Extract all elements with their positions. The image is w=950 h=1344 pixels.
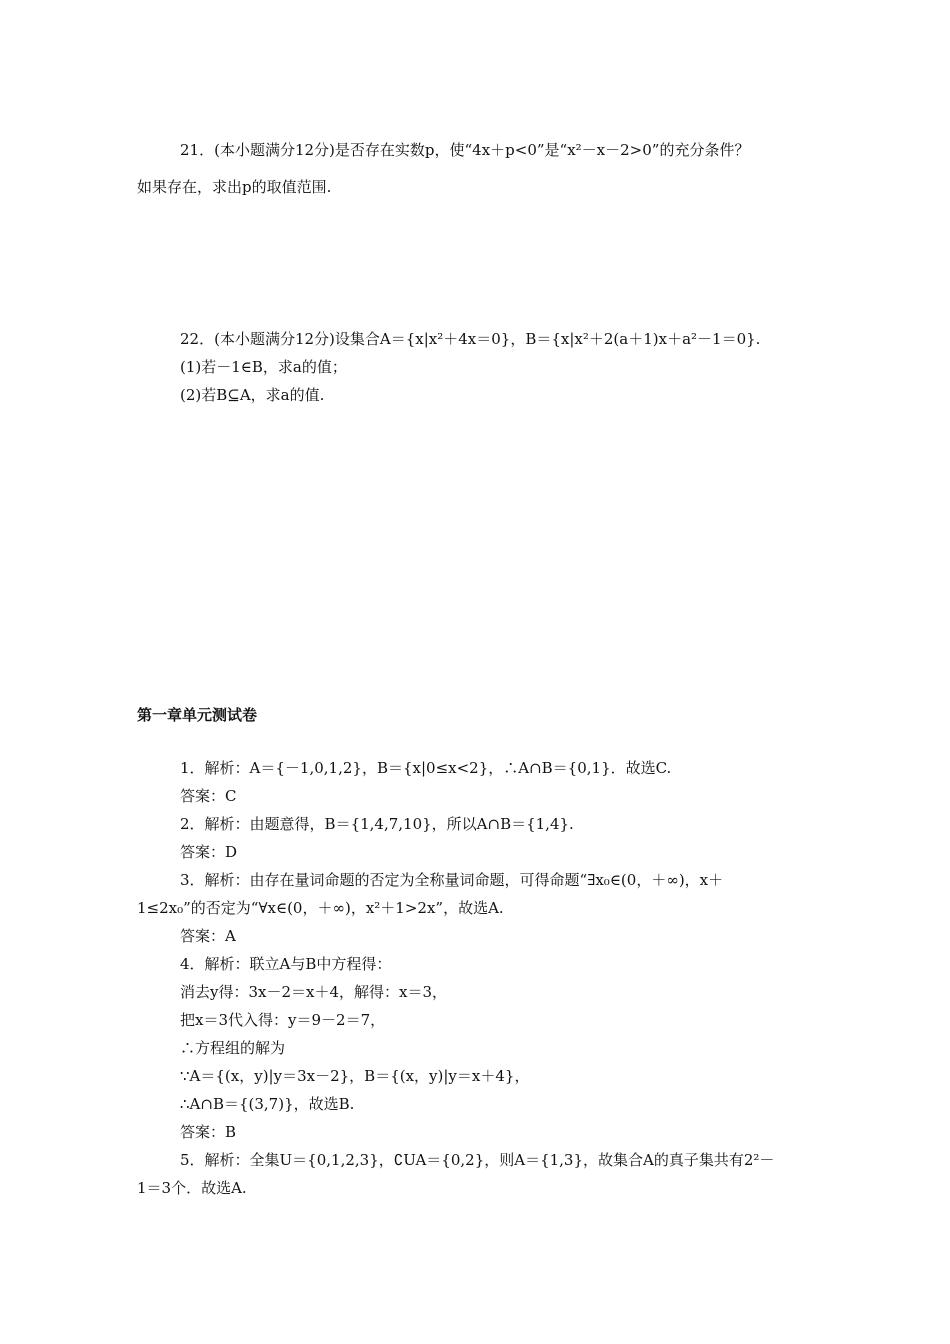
question-22-part-1: (1)若－1∈B，求a的值； — [180, 358, 347, 376]
answer-line: 把x＝3代入得：y＝9－2＝7， — [180, 1011, 386, 1029]
answer-line: 答案：A — [180, 927, 236, 945]
answer-line: 5．解析：全集U＝{0,1,2,3}，∁UA＝{0,2}，则A＝{1,3}，故集合A的真子集共有2²－ — [180, 1151, 775, 1169]
question-22-part-2: (2)若B⊆A，求a的值. — [180, 386, 325, 404]
answer-line: 答案：C — [180, 787, 237, 805]
answer-line: 答案：B — [180, 1123, 237, 1141]
answer-line: 3．解析：由存在量词命题的否定为全称量词命题，可得命题“∃x₀∈(0，＋∞)，x＋ — [180, 871, 724, 889]
answer-line: 答案：D — [180, 843, 238, 861]
answer-line: 1．解析：A＝{－1,0,1,2}，B＝{x|0≤x<2}，∴A∩B＝{0,1}．故选C. — [180, 759, 672, 777]
question-21-line-1: 21．(本小题满分12分)是否存在实数p，使“4x＋p<0”是“x²－x－2>0”的充分条件？ — [180, 141, 750, 159]
answer-line: 1＝3个．故选A. — [137, 1179, 247, 1197]
answer-line: ∴方程组的解为 — [180, 1039, 286, 1057]
answer-line: ∴A∩B＝{(3,7)}，故选B. — [180, 1095, 355, 1113]
answers-section-title: 第一章单元测试卷 — [137, 706, 258, 724]
question-21-line-2: 如果存在，求出p的取值范围. — [137, 178, 332, 196]
answer-line: 消去y得：3x－2＝x＋4，解得：x＝3， — [180, 983, 448, 1001]
answer-line: 1≤2x₀”的否定为“∀x∈(0，＋∞)，x²＋1>2x”，故选A. — [137, 899, 504, 917]
question-22-line-1: 22．(本小题满分12分)设集合A＝{x|x²＋4x＝0}，B＝{x|x²＋2(a＋1)x＋a²－1＝0}. — [180, 330, 761, 348]
answer-line: 2．解析：由题意得，B＝{1,4,7,10}，所以A∩B＝{1,4}. — [180, 815, 574, 833]
answer-line: 4．解析：联立A与B中方程得： — [180, 955, 392, 973]
answer-line: ∵A＝{(x，y)|y＝3x－2}，B＝{(x，y)|y＝x＋4}， — [180, 1067, 530, 1085]
